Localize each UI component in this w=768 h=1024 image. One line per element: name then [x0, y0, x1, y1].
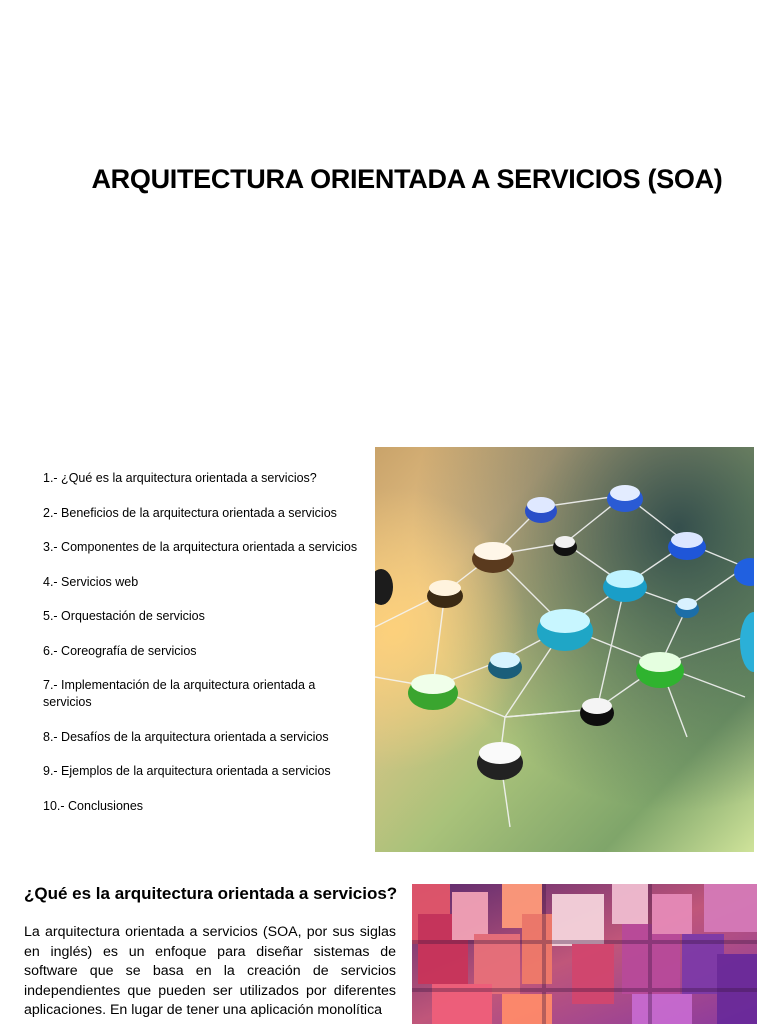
toc-item: 10.- Conclusiones	[43, 798, 144, 813]
section-body-text: La arquitectura orientada a servicios (SOA, por sus siglas en inglés) es un enfoque para diseñar sistemas de software que se basa en la creación de servicios independientes que pueden ser utilizados por diferentes aplicaciones. En lugar de tener una aplicación monolítica	[24, 924, 396, 1018]
toc-item: 4.- Servicios web	[43, 574, 139, 589]
toc-item: 5.- Orquestación de servicios	[43, 609, 205, 623]
toc-item: 3.- Componentes de la arquitectura orientada a servicios	[43, 540, 358, 554]
toc-item: 7.- Implementación de la arquitectura orientada a servicios	[43, 678, 316, 709]
section-heading: ¿Qué es la arquitectura orientada a servicios?	[24, 884, 398, 903]
page-title: ARQUITECTURA ORIENTADA A SERVICIOS (SOA)	[91, 164, 723, 194]
table-of-contents	[43, 470, 363, 832]
network-icon	[375, 447, 754, 852]
toc-item: 8.- Desafíos de la arquitectura orientada a servicios	[43, 729, 329, 744]
toc-item: 6.- Coreografía de servicios	[43, 643, 197, 658]
network-illustration	[375, 447, 754, 852]
city-icon	[412, 884, 757, 1024]
toc-item: 1.- ¿Qué es la arquitectura orientada a servicios?	[43, 471, 317, 485]
toc-item: 2.- Beneficios de la arquitectura orientada a servicios	[43, 505, 337, 520]
city-blocks-illustration	[412, 884, 757, 1024]
toc-item: 9.- Ejemplos de la arquitectura orientada a servicios	[43, 764, 331, 778]
